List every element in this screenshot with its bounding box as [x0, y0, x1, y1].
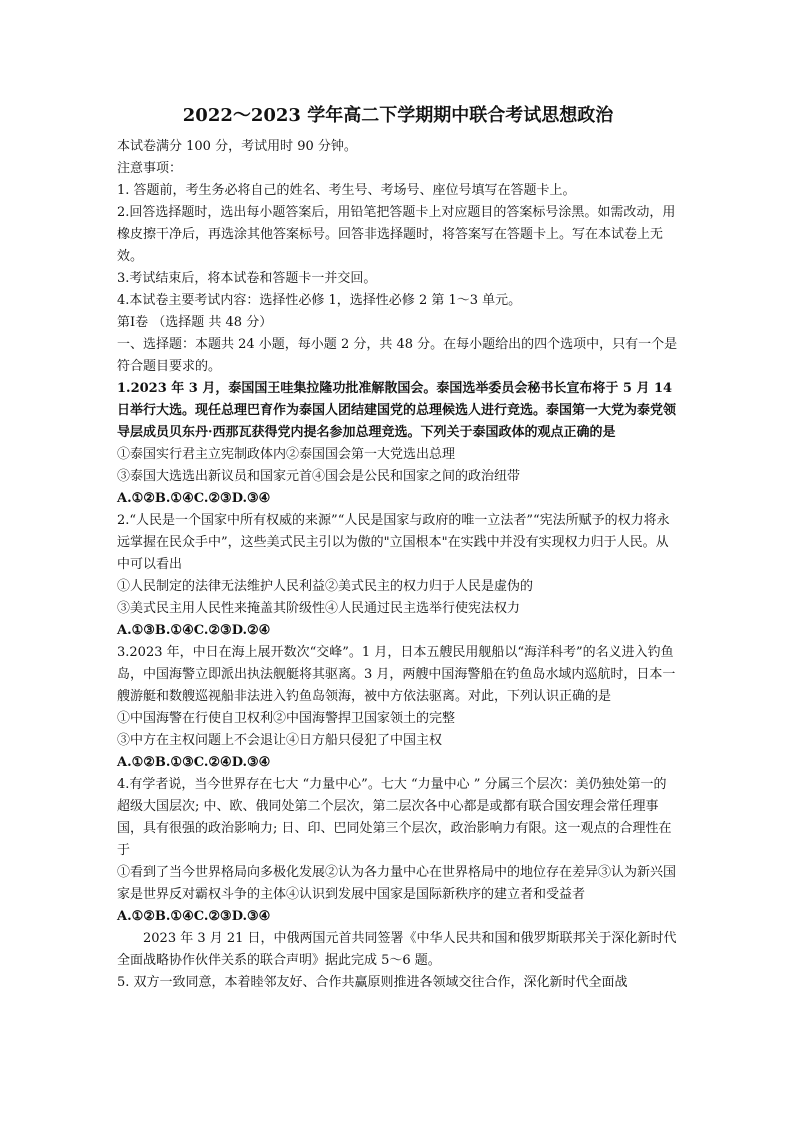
question-option: ③中方在主权问题上不会退让④日方船只侵犯了中国主权: [117, 733, 443, 748]
passage: 2023 年 3 月 21 日，中俄两国元首共同签署《中华人民共和国和俄罗斯联邦关于深化新时代全面战略协作伙伴关系的联合声明》据此完成 5～6 题。: [117, 931, 677, 968]
question-option: ①泰国实行君主立宪制政体内②泰国国会第一大党选出总理: [117, 447, 456, 462]
question-stem: 4.有学者说，当今世界存在七大 “力量中心”。七大 “力量中心 ” 分属三个层次：美仍独处第一的超级大国层次; 中、欧、俄同处第二个层次，第二层次各中心都是或都有联合国安理会常任理事国，具有很强的政治影响力; 日、印、巴同处第三个层次，政治影响力有限。这一观点的合理性在于: [117, 777, 672, 858]
header-notes-label: 注意事项：: [117, 161, 183, 176]
question-stem: 3.2023 年，中日在海上展开数次“交峰”。1 月，日本五艘民用舰船以“海洋科考”的名义进入钓鱼岛，中国海警立即派出执法舰艇将其驱离。3 月，两艘中国海警船在钓鱼岛水域内巡航时，日本一艘游艇和数艘巡视船非法进入钓鱼岛领海，被中方依法驱离。对此，下列认识正确的是: [117, 645, 676, 704]
question-3: [117, 642, 679, 774]
question-answers: A.①②B.①④C.②③D.③④: [117, 909, 271, 924]
question-answers: A.①③B.①④C.②③D.②④: [117, 623, 271, 638]
header-score: 本试卷满分 100 分，考试用时 90 分钟。: [117, 139, 357, 154]
section-title: 第Ⅰ卷 （选择题 共 48 分）: [117, 315, 273, 330]
question-option: ①中国海警在行使自卫权利②中国海警捍卫国家领土的完整: [117, 711, 456, 726]
note-2: 2.回答选择题时，选出每小题答案后，用铅笔把答题卡上对应题目的答案标号涂黑。如需改动，用橡皮擦干净后，再选涂其他答案标号。回答非选择题时，将答案写在答题卡上。写在本试卷上无效。: [117, 205, 676, 264]
exam-page: [117, 102, 679, 994]
question-1: [117, 378, 679, 510]
question-4: [117, 774, 679, 928]
note-1: 1. 答题前，考生务必将自己的姓名、考生号、考场号、座位号填写在答题卡上。: [117, 183, 576, 198]
question-2: [117, 510, 679, 642]
question-stem: 2.“人民是一个国家中所有权威的来源”“人民是国家与政府的唯一立法者”“宪法所赋予的权力将永远掌握在民众手中”，这些美式民主引以为傲的"立国根本"在实践中并没有实现权力归于人民。从中可以看出: [117, 513, 670, 572]
page-title: 2022～2023 学年高二下学期期中联合考试思想政治: [182, 105, 614, 126]
question-option: ①人民制定的法律无法维护人民利益②美式民主的权力归于人民是虚伪的: [117, 579, 534, 594]
section-instruction: 一、选择题：本题共 24 小题，每小题 2 分，共 48 分。在每小题给出的四个选项中，只有一个是符合题目要求的。: [117, 337, 678, 374]
question-option: ①看到了当今世界格局向多极化发展②认为各力量中心在世界格局中的地位存在差异③认为新兴国家是世界反对霸权斗争的主体④认识到发展中国家是国际新秩序的建立者和受益者: [117, 865, 677, 902]
question-option: ③泰国大选选出新议员和国家元首④国会是公民和国家之间的政治纽带: [117, 469, 521, 484]
question-option: ③美式民主用人民性来掩盖其阶级性④人民通过民主选举行使宪法权力: [117, 601, 521, 616]
note-4: 4.本试卷主要考试内容：选择性必修 1，选择性必修 2 第 1～3 单元。: [117, 293, 522, 308]
question-answers: A.①②B.①④C.②③D.③④: [117, 491, 271, 506]
question-answers: A.①②B.①③C.②④D.③④: [117, 755, 271, 770]
question-stem: 1.2023 年 3 月，泰国国王哇集拉隆功批准解散国会。泰国选举委员会秘书长宣布将于 5 月 14 日举行大选。现任总理巴育作为泰国人团结建国党的总理候选人进行竞选。泰国第一大党为泰党领导层成员贝东丹·西那瓦获得党内提名参加总理竞选。下列关于泰国政体的观点正确的是: [117, 381, 677, 440]
note-3: 3.考试结束后，将本试卷和答题卡一并交回。: [117, 271, 377, 286]
question-5-stem: 5. 双方一致同意，本着睦邻友好、合作共赢原则推进各领域交往合作，深化新时代全面战: [117, 975, 628, 990]
